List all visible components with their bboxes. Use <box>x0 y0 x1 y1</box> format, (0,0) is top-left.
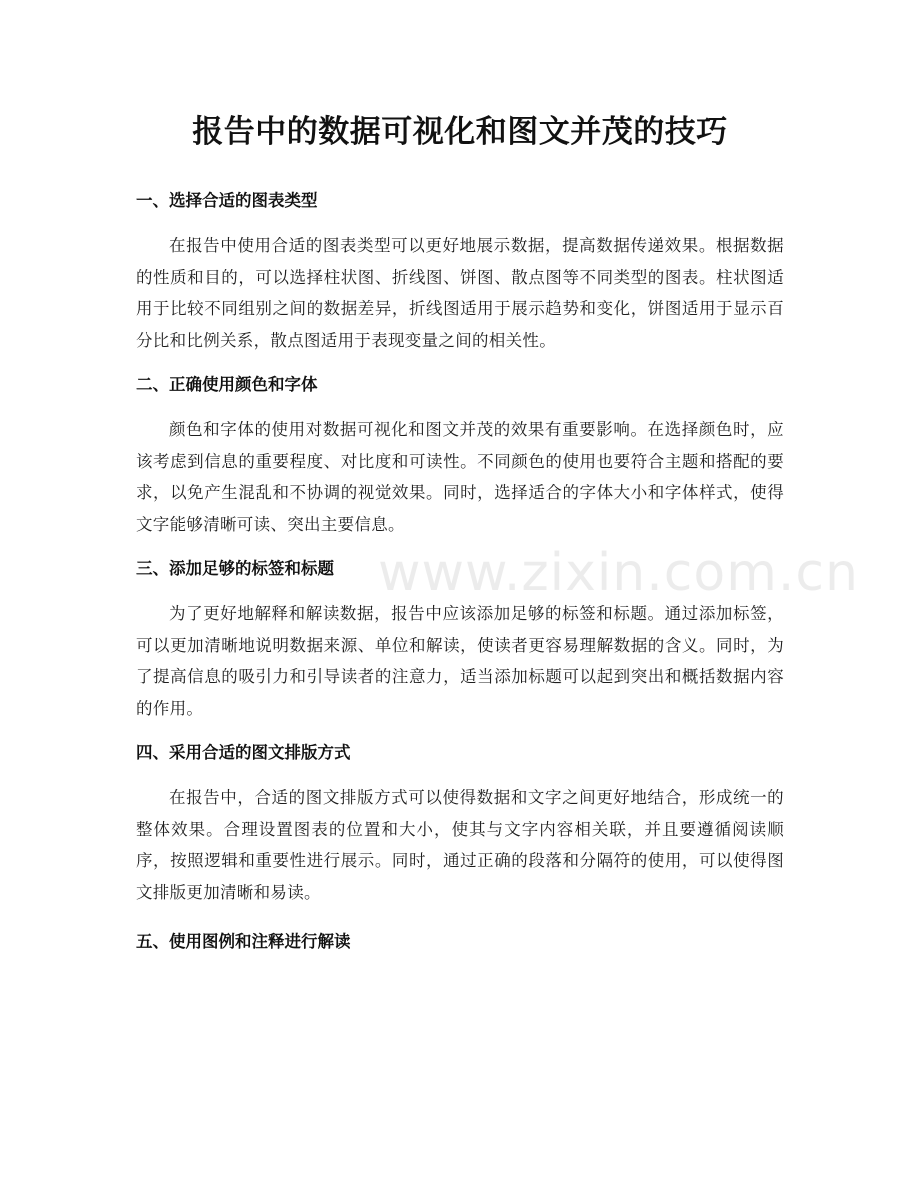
section-3 <box>136 557 784 724</box>
section-2 <box>136 373 784 540</box>
section-heading: 五、使用图例和注释进行解读 <box>136 932 351 951</box>
section-paragraph: 为了更好地解释和解读数据，报告中应该添加足够的标签和标题。通过添加标签，可以更加清晰地说明数据来源、单位和解读，使读者更容易理解数据的含义。同时，为了提高信息的吸引力和引导读者的注意力，适当添加标题可以起到突出和概括数据内容的作用。 <box>136 604 784 718</box>
section-4 <box>136 741 784 908</box>
section-1 <box>136 189 784 356</box>
section-paragraph: 在报告中使用合适的图表类型可以更好地展示数据，提高数据传递效果。根据数据的性质和目的，可以选择柱状图、折线图、饼图、散点图等不同类型的图表。柱状图适用于比较不同组别之间的数据差异，折线图适用于展示趋势和变化，饼图适用于显示百分比和比例关系，散点图适用于表现变量之间的相关性。 <box>136 236 784 350</box>
watermark: www.zixin.com.cn <box>378 543 859 603</box>
section-paragraph: 在报告中，合适的图文排版方式可以使得数据和文字之间更好地结合，形成统一的整体效果。合理设置图表的位置和大小，使其与文字内容相关联，并且要遵循阅读顺序，按照逻辑和重要性进行展示。同时，通过正确的段落和分隔符的使用，可以使得图文排版更加清晰和易读。 <box>136 788 784 902</box>
section-heading: 一、选择合适的图表类型 <box>136 191 318 210</box>
section-heading: 三、添加足够的标签和标题 <box>136 559 334 578</box>
section-heading: 二、正确使用颜色和字体 <box>136 375 318 394</box>
section-paragraph: 颜色和字体的使用对数据可视化和图文并茂的效果有重要影响。在选择颜色时，应该考虑到信息的重要程度、对比度和可读性。不同颜色的使用也要符合主题和搭配的要求，以免产生混乱和不协调的视觉效果。同时，选择适合的字体大小和字体样式，使得文字能够清晰可读、突出主要信息。 <box>136 420 784 534</box>
section-heading: 四、采用合适的图文排版方式 <box>136 743 351 762</box>
section-5 <box>136 930 784 954</box>
document-title: 报告中的数据可视化和图文并茂的技巧 <box>192 114 728 150</box>
